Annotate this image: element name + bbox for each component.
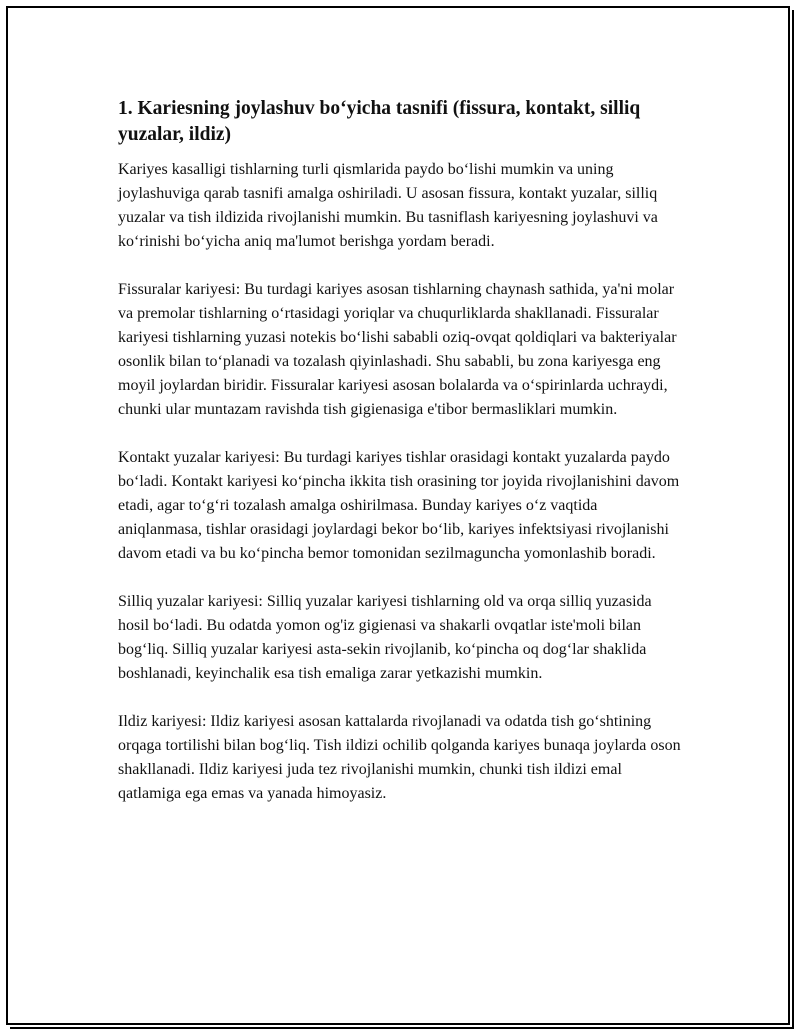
smooth-surface-caries-paragraph: Silliq yuzalar kariyesi: Silliq yuzalar kariyesi tishlarning old va orqa silliq yuzasida hosil bo‘ladi. Bu odatda yomon og'iz gigienasi va shakarli ovqatlar iste'moli bilan bog‘liq. Silliq yuzalar kariyesi asta-sekin rivojlanib, ko‘pincha oq dog‘lar shaklida boshlanadi, keyinchalik esa tish emaliga zarar yetkazishi mumkin. [118, 593, 652, 682]
intro-paragraph: Kariyes kasalligi tishlarning turli qismlarida paydo bo‘lishi mumkin va uning joylashuviga qarab tasnifi amalga oshiriladi. U asosan fissura, kontakt yuzalar, silliq yuzalar va tish ildizida rivojlanishi mumkin. Bu tasniflash kariyesning joylashuvi va ko‘rinishi bo‘yicha aniq ma'lumot berishga yordam beradi. [118, 161, 658, 250]
document-body [118, 96, 684, 830]
fissure-caries-paragraph: Fissuralar kariyesi: Bu turdagi kariyes asosan tishlarning chaynash sathida, ya'ni molar va premolar tishlarning o‘rtasidagi yoriqlar va chuqurliklarda shakllanadi. Fissuralar kariyesi tishlarning yuzasi notekis bo‘lishi sababli oziq-ovqat qoldiqlari va bakteriyalar osonlik bilan to‘planadi va tozalash qiyinlashadi. Shu sababli, bu zona kariyesga eng moyil joylardan biridir. Fissuralar kariyesi asosan bolalarda va o‘spirinlarda uchraydi, chunki ular muntazam ravishda tish gigienasiga e'tibor bermasliklari mumkin. [118, 281, 677, 418]
root-caries-paragraph: Ildiz kariyesi: Ildiz kariyesi asosan kattalarda rivojlanadi va odatda tish go‘shtining orqaga tortilishi bilan bog‘liq. Tish ildizi ochilib qolganda kariyes bunaqa joylarda oson shakllanadi. Ildiz kariyesi juda tez rivojlanishi mumkin, chunki tish ildizi emal qatlamiga ega emas va yanada himoyasiz. [118, 713, 681, 802]
section-heading: 1. Kariesning joylashuv bo‘yicha tasnifi (fissura, kontakt, silliq yuzalar, ildiz) [118, 98, 641, 145]
contact-surface-caries-paragraph: Kontakt yuzalar kariyesi: Bu turdagi kariyes tishlar orasidagi kontakt yuzalarda paydo bo‘ladi. Kontakt kariyesi ko‘pincha ikkita tish orasining tor joyida rivojlanishini davom etadi, agar to‘g‘ri tozalash amalga oshirilmasa. Bunday kariyes o‘z vaqtida aniqlanmasa, tishlar orasidagi joylardagi bekor bo‘lib, kariyes infektsiyasi rivojlanishi davom etadi va bu ko‘pincha bemor tomonidan sezilmaguncha yomonlashib boradi. [118, 449, 680, 562]
